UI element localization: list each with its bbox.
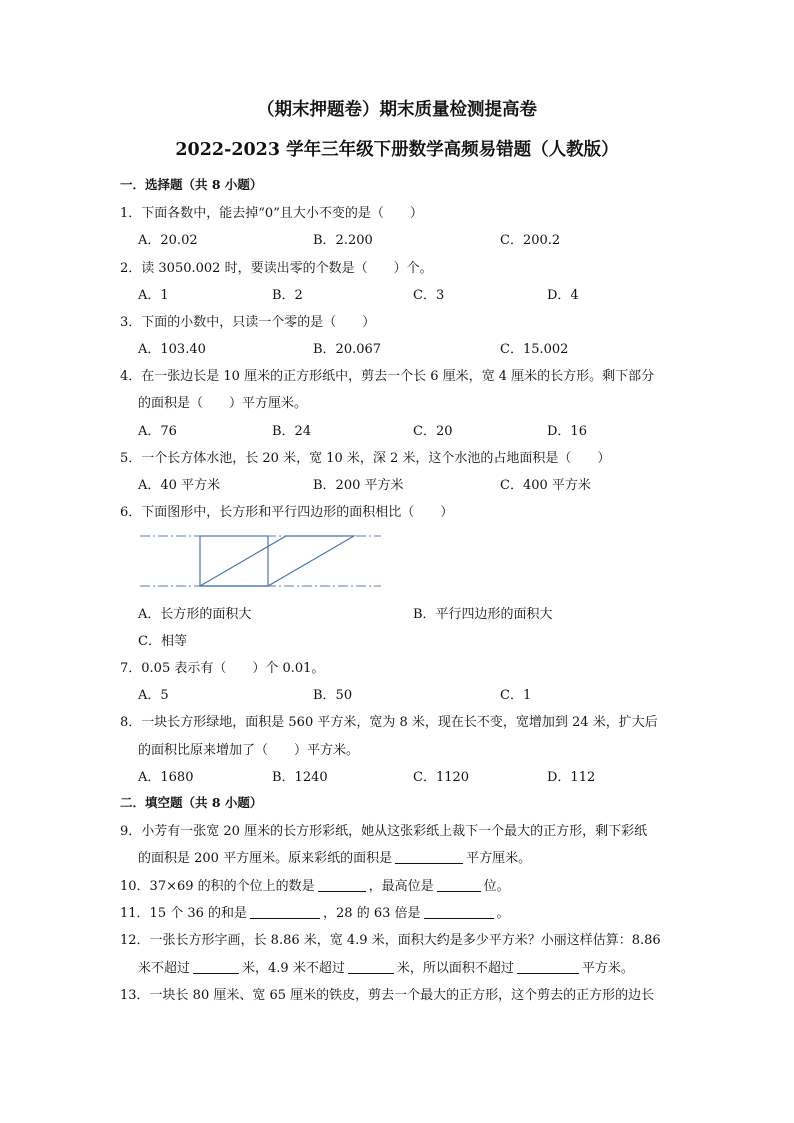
q10-text-2: ，最高位是: [368, 879, 434, 894]
q1-option-c: C．200.2: [500, 233, 561, 248]
question-12-line-1: 12．一张长方形字画，长 8.86 米，宽 4.9 米，面积大约是多少平方米？小丽这样估算：8.86: [120, 933, 661, 948]
q5-option-a: A．40 平方米: [138, 478, 221, 493]
question-7: 7．0.05 表示有（ ）个 0.01。: [120, 661, 325, 676]
q10-text-1: 10．37×69 的积的个位上的数是: [120, 879, 315, 894]
q8-option-c: C．1120: [413, 770, 470, 785]
q12-text-3: 米，所以面积不超过: [396, 961, 514, 976]
q1-option-a: A．20.02: [138, 233, 198, 248]
section-heading-fill-in: 二．填空题（共 8 小题）: [120, 795, 263, 810]
q2-option-c: C．3: [413, 288, 445, 303]
q7-option-a: A．5: [138, 688, 169, 703]
q12-blank-2[interactable]: [348, 960, 394, 974]
q11-text-2: ，28 的 63 倍是: [323, 906, 421, 921]
q12-blank-1[interactable]: [193, 960, 239, 974]
question-4-line-1: 4．在一张边长是 10 厘米的正方形纸中，剪去一个长 6 厘米，宽 4 厘米的长方形。剩下部分: [120, 369, 655, 384]
rectangle-shape: [200, 536, 268, 586]
question-3: 3．下面的小数中，只读一个零的是（ ）: [120, 315, 376, 330]
question-9-line-1: 9．小芳有一张宽 20 厘米的长方形彩纸，她从这张彩纸上裁下一个最大的正方形，剩下彩纸: [120, 824, 648, 839]
q4-option-a: A．76: [138, 424, 177, 439]
q2-option-d: D．4: [547, 288, 579, 303]
q8-option-b: B．1240: [272, 770, 328, 785]
q7-option-c: C．1: [500, 688, 532, 703]
q12-text-1: 米不超过: [138, 961, 191, 976]
question-13-line-1: 13．一块长 80 厘米、宽 65 厘米的铁皮，剪去一个最大的正方形，这个剪去的正方形的边长: [120, 988, 655, 1003]
q8-option-d: D．112: [547, 770, 596, 785]
q10-blank-2[interactable]: [437, 878, 481, 892]
question-9-line-2: [138, 847, 531, 866]
q12-text-2: 米，4.9 米不超过: [242, 961, 345, 976]
question-4-line-2: 的面积是（ ）平方厘米。: [138, 396, 308, 411]
q4-option-d: D．16: [547, 424, 587, 439]
q10-text-3: 位。: [483, 879, 510, 894]
question-11: [120, 902, 510, 921]
q1-option-b: B．2.200: [313, 233, 373, 248]
question-8-line-2: 的面积比原来增加了（ ）平方米。: [138, 743, 360, 758]
question-12-line-2: [138, 957, 634, 976]
q8-option-a: A．1680: [138, 770, 194, 785]
q3-option-a: A．103.40: [138, 342, 206, 357]
question-8-line-1: 8．一块长方形绿地，面积是 560 平方米，宽为 8 米，现在长不变，宽增加到 24 米，扩大后: [120, 715, 658, 730]
question-5: 5．一个长方体水池，长 20 米，宽 10 米，深 2 米，这个水池的占地面积是（ ）: [120, 451, 611, 466]
q6-option-c: C．相等: [138, 634, 187, 649]
q9-answer-blank[interactable]: [395, 850, 463, 864]
q4-option-b: B．24: [272, 424, 312, 439]
q5-option-c: C．400 平方米: [500, 478, 591, 493]
q6-option-b: B．平行四边形的面积大: [413, 607, 553, 622]
question-10: [120, 875, 510, 894]
q11-blank-2[interactable]: [424, 905, 494, 919]
q12-blank-3[interactable]: [517, 960, 579, 974]
title-line-2: 2022-2023 学年三年级下册数学高频易错题（人教版）: [175, 140, 619, 160]
q12-text-4: 平方米。: [581, 961, 634, 976]
question-1: 1．下面各数中，能去掉“0”且大小不变的是（ ）: [120, 206, 423, 221]
q11-blank-1[interactable]: [250, 905, 320, 919]
section-heading-choice: 一．选择题（共 8 小题）: [120, 177, 263, 192]
q6-option-a: A．长方形的面积大: [138, 607, 252, 622]
question-2: 2．读 3050.002 时，要读出零的个数是（ ）个。: [120, 261, 433, 276]
q2-option-b: B．2: [272, 288, 303, 303]
q2-option-a: A．1: [138, 288, 169, 303]
q9-text-b: 平方厘米。: [466, 851, 532, 866]
q10-blank-1[interactable]: [318, 878, 366, 892]
q4-option-c: C．20: [413, 424, 453, 439]
q3-option-c: C．15.002: [500, 342, 569, 357]
q11-text-1: 11．15 个 36 的和是: [120, 906, 248, 921]
question-6: 6．下面图形中，长方形和平行四边形的面积相比（ ）: [120, 505, 454, 520]
parallelogram-shape: [200, 536, 354, 586]
rectangle-parallelogram-figure: [138, 527, 383, 593]
q9-text-a: 的面积是 200 平方厘米。原来彩纸的面积是: [138, 851, 393, 866]
q3-option-b: B．20.067: [313, 342, 382, 357]
q5-option-b: B．200 平方米: [313, 478, 404, 493]
q11-text-3: 。: [496, 906, 510, 921]
title-line-1: （期末押题卷）期末质量检测提高卷: [257, 100, 537, 120]
q7-option-b: B．50: [313, 688, 353, 703]
